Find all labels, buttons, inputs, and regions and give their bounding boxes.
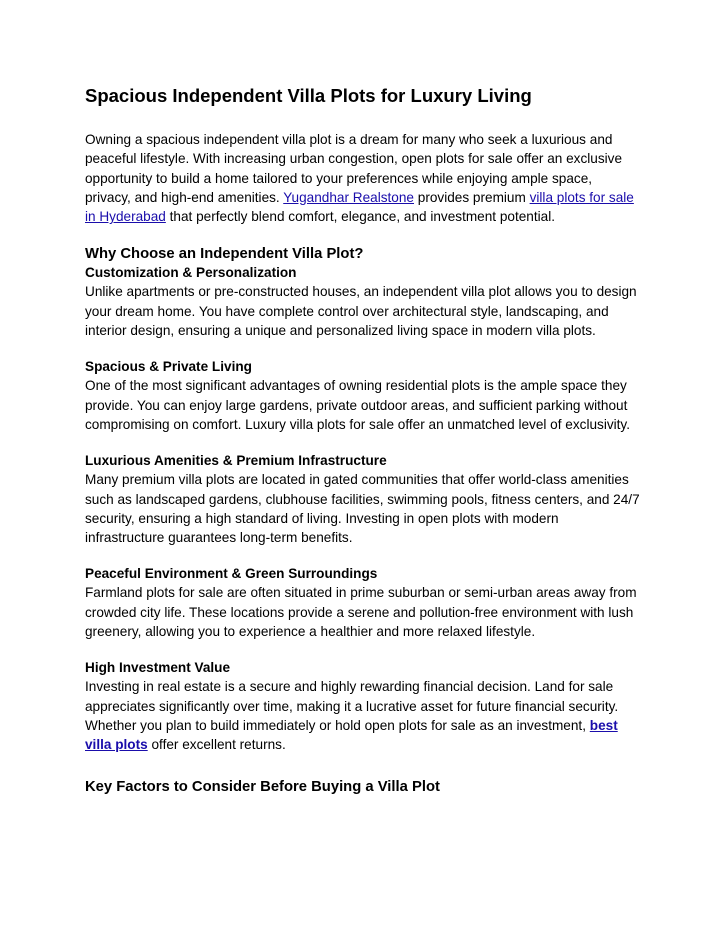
section-customization [85, 264, 640, 340]
intro-paragraph [85, 130, 640, 226]
section-heading: Customization & Personalization [85, 265, 297, 281]
villa-plots-hyderabad-link[interactable]: villa plots for sale in Hyderabad [85, 189, 634, 225]
best-villa-plots-link[interactable]: best villa plots [85, 717, 618, 753]
section-heading: Luxurious Amenities & Premium Infrastructure [85, 453, 387, 469]
intro-text-start: Owning a spacious independent villa plot is a dream for many who seek a luxurious and peaceful lifestyle. With increasing urban congestion, open plots for sale offer an exclusive opportunity to build a home tailored to your preferences while enjoying ample space, privacy, and high-end amenities. [85, 132, 623, 205]
section-body [85, 677, 640, 754]
yugandhar-realstone-link[interactable]: Yugandhar Realstone [283, 189, 414, 205]
key-factors-heading: Key Factors to Consider Before Buying a Villa Plot [85, 778, 440, 795]
investment-text-end: offer excellent returns. [147, 737, 286, 753]
section-peaceful-environment [85, 565, 640, 641]
page-title: Spacious Independent Villa Plots for Luxury Living [85, 85, 532, 106]
section-body: One of the most significant advantages of owning residential plots is the ample space they provide. You can enjoy large gardens, private outdoor areas, and sufficient parking without compromising on comfort. Luxury villa plots for sale offer an unmatched level of exclusivity. [85, 378, 630, 432]
document-page [85, 83, 640, 797]
investment-text-start: Investing in real estate is a secure and highly rewarding financial decision. Land for sale appreciates significantly over time, making it a lucrative asset for future financial security. Whether you plan to build immediately or hold open plots for sale as an investment, [85, 679, 619, 733]
intro-text-end: that perfectly blend comfort, elegance, and investment potential. [165, 209, 556, 225]
section-heading: High Investment Value [85, 660, 231, 676]
section-amenities [85, 452, 640, 547]
section-body: Unlike apartments or pre-constructed houses, an independent villa plot allows you to design your dream home. You have complete control over architectural style, landscaping, and interior design, ensuring a unique and personalized living space in modern villa plots. [85, 284, 637, 339]
section-investment-value [85, 659, 640, 754]
why-choose-heading: Why Choose an Independent Villa Plot? [85, 246, 364, 263]
section-heading: Peaceful Environment & Green Surroundings [85, 566, 378, 582]
section-body: Farmland plots for sale are often situated in prime suburban or semi-urban areas away from crowded city life. These locations provide a serene and pollution-free environment with lush greenery, allowing you to experience a healthier and more relaxed lifestyle. [85, 585, 637, 640]
section-heading: Spacious & Private Living [85, 359, 252, 375]
section-body: Many premium villa plots are located in gated communities that offer world-class amenities such as landscaped gardens, clubhouse facilities, swimming pools, fitness centers, and 24/7 security, ensuring a high standard of living. Investing in open plots with modern infrastructure guarantees long-term benefits. [85, 472, 640, 546]
intro-text-middle: provides premium [414, 189, 530, 205]
section-spacious-private [85, 358, 640, 434]
